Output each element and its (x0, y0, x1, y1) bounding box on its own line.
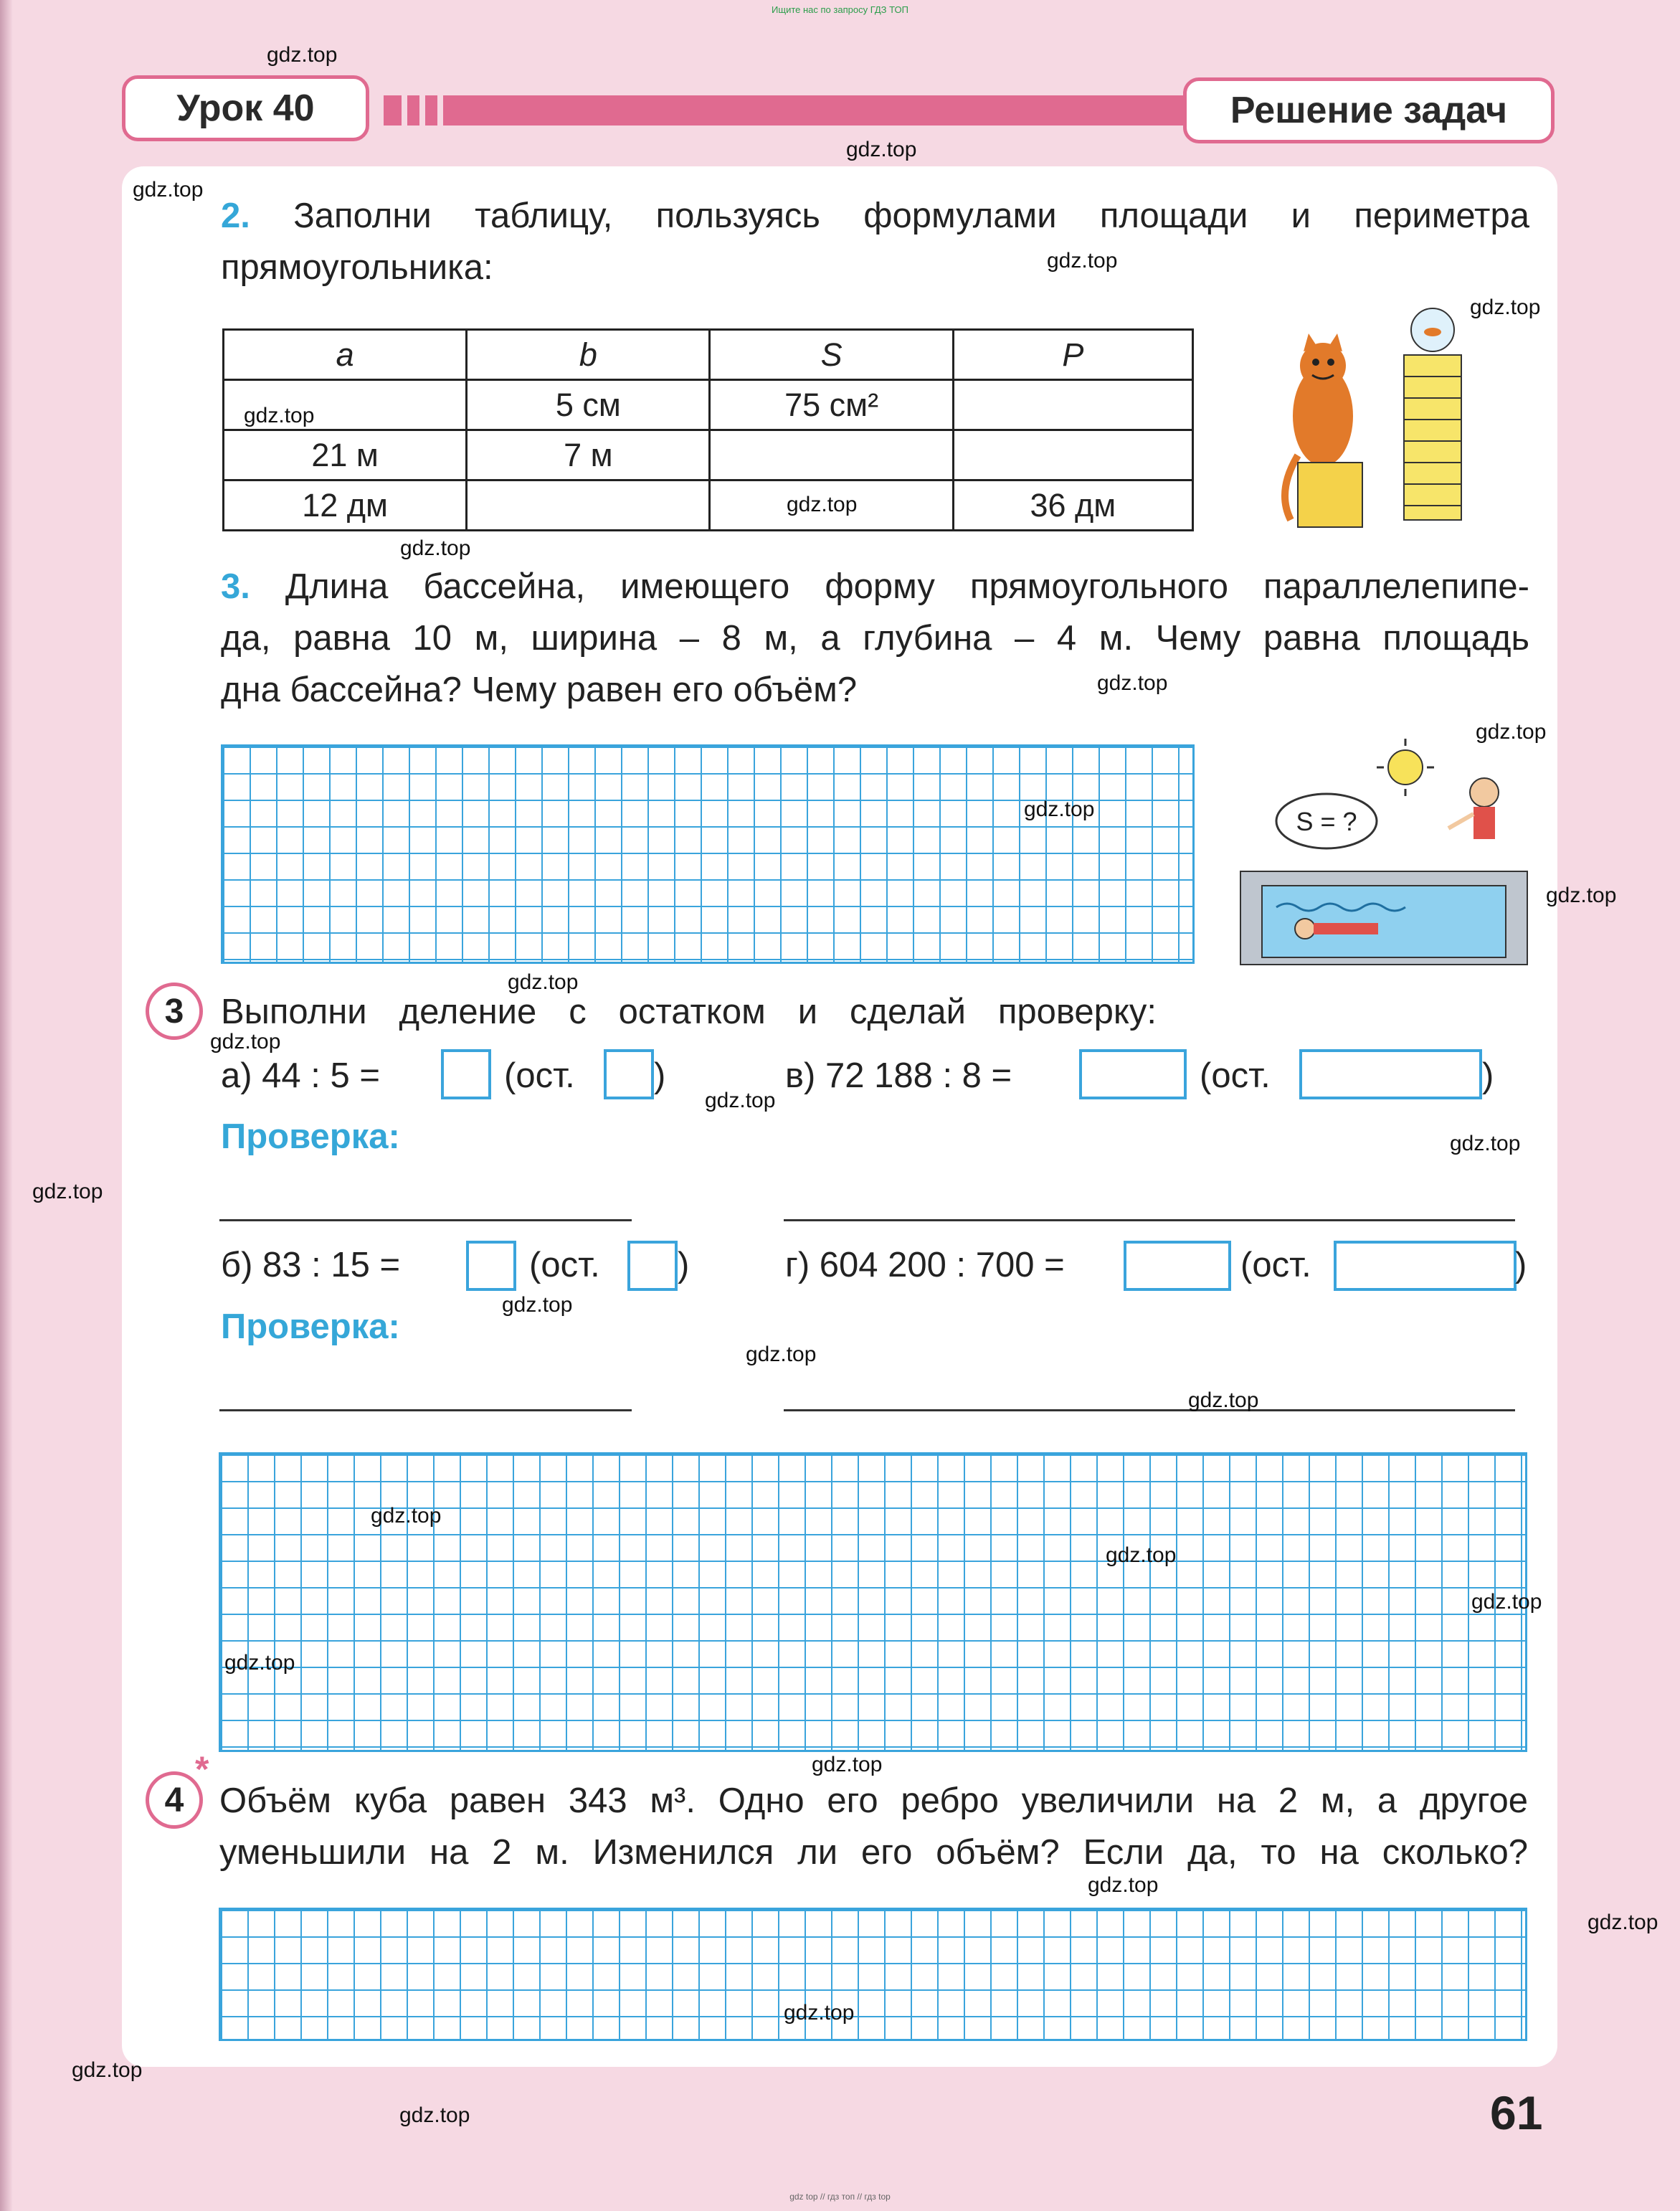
check-label-1: Проверка: (221, 1117, 400, 1156)
page-spine (0, 0, 13, 2211)
watermark: gdz.top (371, 1504, 442, 1528)
ex3a-remainder-label: (ост. (504, 1056, 575, 1095)
ex3v-expression: в) 72 188 : 8 = (785, 1056, 1012, 1095)
table-cell: 36 дм (953, 480, 1192, 531)
exercise4-answer-grid[interactable] (219, 1908, 1527, 2041)
ex3g-paren: ) (1515, 1246, 1527, 1284)
stripe-gap (419, 95, 425, 126)
table-cell[interactable] (710, 430, 953, 480)
watermark: gdz.top (1024, 797, 1095, 821)
ex3b-remainder-box[interactable] (627, 1241, 678, 1291)
task2-line1 (221, 190, 1529, 242)
table-row (224, 430, 1193, 480)
task2-text: Заполни таблицу, пользуясь формулами площади и периметра (293, 197, 1529, 235)
table-row (224, 480, 1193, 531)
table-cell: 21 м (224, 430, 467, 480)
table-header-b: b (467, 330, 710, 380)
page-number: 61 (1490, 2086, 1543, 2139)
watermark: gdz.top (1470, 295, 1541, 319)
watermark: gdz.top (787, 493, 858, 516)
ex3a-quotient-box[interactable] (441, 1049, 491, 1099)
ex3g-remainder-box[interactable] (1334, 1241, 1517, 1291)
task3-line1 (221, 561, 1529, 612)
watermark: gdz.top (400, 536, 471, 560)
task3-number: 3. (221, 567, 250, 606)
pool-illustration (1233, 735, 1534, 972)
task3-line3: дна бассейна? Чему равен его объём? (221, 671, 858, 709)
lesson-title: Урок 40 (122, 75, 369, 141)
watermark: gdz.top (399, 2103, 470, 2127)
exercise3-title: Выполни деление с остатком и сделай проверку: (221, 993, 1157, 1031)
ex3v-remainder-label: (ост. (1200, 1056, 1271, 1095)
task3-text: Длина бассейна, имеющего форму прямоугольного параллелепипе- (285, 567, 1529, 606)
table-header-a: a (224, 330, 467, 380)
watermark: gdz.top (705, 1089, 776, 1112)
exercise4-number: 4 (146, 1771, 203, 1829)
watermark: gdz.top (812, 1753, 883, 1776)
table-cell: 5 см (467, 380, 710, 430)
ex3g-expression: г) 604 200 : 700 = (785, 1246, 1065, 1284)
bottom-note: gdz top // гдз топ // гдз top (789, 2192, 891, 2202)
watermark: gdz.top (1450, 1132, 1521, 1155)
watermark: gdz.top (508, 970, 579, 994)
exercise3-number: 3 (146, 983, 203, 1040)
bubble-text: S = ? (1296, 807, 1357, 836)
watermark: gdz.top (502, 1293, 573, 1317)
task2-number: 2. (221, 197, 250, 235)
watermark: gdz.top (1047, 249, 1118, 273)
table-header-s: S (710, 330, 953, 380)
book-stack-icon (1404, 308, 1461, 520)
ex3a-remainder-box[interactable] (604, 1049, 654, 1099)
task2-line2: прямоугольника: (221, 248, 493, 287)
ex3b-expression: б) 83 : 15 = (221, 1246, 401, 1284)
sun-icon (1377, 739, 1434, 796)
table-header-p: P (953, 330, 1192, 380)
check-line-b[interactable] (219, 1409, 632, 1411)
watermark: gdz.top (1476, 720, 1547, 744)
ex3b-quotient-box[interactable] (466, 1241, 516, 1291)
topic-title: Решение задач (1183, 77, 1555, 143)
watermark: gdz.top (72, 2058, 143, 2082)
stripe-gap (437, 95, 443, 126)
exercise3-answer-grid[interactable] (219, 1452, 1527, 1752)
watermark: gdz.top (244, 404, 315, 427)
stripe-gap (402, 95, 407, 126)
watermark: gdz.top (32, 1180, 103, 1203)
watermark: gdz.top (1097, 671, 1168, 695)
check-line-g[interactable] (784, 1409, 1515, 1411)
task3-answer-grid[interactable] (221, 744, 1195, 964)
task3-line2: да, равна 10 м, ширина – 8 м, а глубина – 4 м. Чему равна площадь (221, 619, 1529, 658)
table-row (224, 380, 1193, 430)
watermark: gdz.top (1546, 884, 1617, 907)
check-line-a[interactable] (219, 1219, 632, 1221)
watermark: gdz.top (846, 138, 917, 161)
watermark: gdz.top (224, 1651, 295, 1675)
table-cell[interactable] (467, 480, 710, 531)
cat-illustration (1269, 290, 1484, 534)
ex3b-paren: ) (678, 1246, 690, 1284)
swimmer-girl-icon (1448, 778, 1499, 839)
ex3a-paren: ) (654, 1056, 666, 1095)
cat-icon (1285, 333, 1362, 527)
ex3b-remainder-label: (ост. (529, 1246, 600, 1284)
watermark: gdz.top (133, 178, 204, 202)
top-note: Ищите нас по запросу ГДЗ ТОП (772, 4, 908, 15)
table-cell[interactable] (953, 430, 1192, 480)
check-line-v[interactable] (784, 1219, 1515, 1221)
ex3g-quotient-box[interactable] (1124, 1241, 1231, 1291)
watermark: gdz.top (267, 43, 338, 67)
watermark: gdz.top (1588, 1911, 1658, 1934)
ex3v-remainder-box[interactable] (1299, 1049, 1482, 1099)
ex3v-paren: ) (1482, 1056, 1494, 1095)
header-stripe (384, 95, 1187, 126)
watermark: gdz.top (1188, 1388, 1259, 1412)
table-header-row (224, 330, 1193, 380)
star-icon: * (195, 1749, 209, 1789)
ex3g-remainder-label: (ост. (1240, 1246, 1311, 1284)
watermark: gdz.top (1088, 1873, 1159, 1897)
check-label-2: Проверка: (221, 1307, 400, 1346)
table-cell[interactable] (953, 380, 1192, 430)
ex3v-quotient-box[interactable] (1079, 1049, 1187, 1099)
exercise4-line1: Объём куба равен 343 м³. Одно его ребро увеличили на 2 м, а другое (219, 1781, 1528, 1820)
exercise4-line2: уменьшили на 2 м. Изменился ли его объём? Если да, то на сколько? (219, 1833, 1528, 1872)
watermark: gdz.top (1471, 1590, 1542, 1614)
task2-table (222, 328, 1194, 531)
watermark: gdz.top (1106, 1543, 1177, 1567)
watermark: gdz.top (210, 1030, 281, 1054)
table-cell: 7 м (467, 430, 710, 480)
watermark: gdz.top (784, 2001, 855, 2025)
watermark: gdz.top (746, 1343, 817, 1366)
speech-bubble (1276, 794, 1377, 848)
table-cell: 12 дм (224, 480, 467, 531)
table-cell: 75 см² (710, 380, 953, 430)
ex3a-expression: а) 44 : 5 = (221, 1056, 381, 1095)
